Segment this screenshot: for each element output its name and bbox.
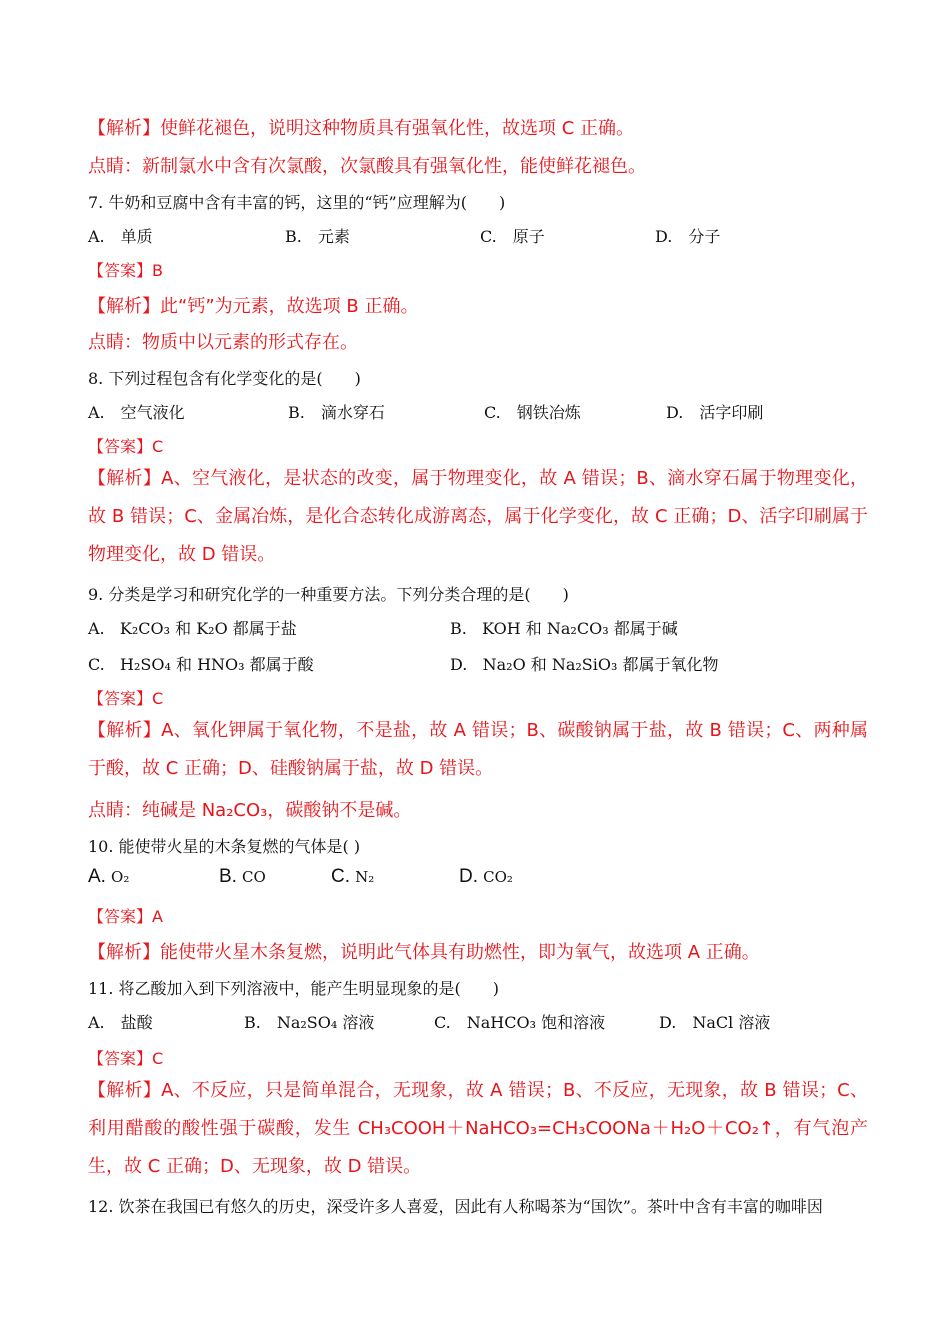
q11-option-a: A. 盐酸 — [88, 1013, 153, 1032]
question-9: 9. 分类是学习和研究化学的一种重要方法。下列分类合理的是( ) — [88, 585, 569, 604]
answer-q10: 【答案】A — [88, 907, 163, 926]
q9-option-d-text: Na₂O 和 Na₂SiO₃ 都属于氧化物 — [482, 655, 719, 674]
question-10: 10. 能使带火星的木条复燃的气体是( ) — [88, 837, 361, 856]
q10-option-d-label: D. — [459, 866, 478, 887]
q10-option-b — [219, 866, 266, 888]
explanation-q11: 【解析】A、不反应，只是简单混合，无现象，故 A 错误；B、不反应，无现象，故 B 错误；C、利用醋酸的酸性强于碳酸，发生 CH₃COOH＋NaHCO₃=CH₃COONa＋H₂O＋CO₂↑，有气泡产生，故 C 正确；D、无现象，故 D 错误。 — [88, 1080, 868, 1177]
q10-option-a — [88, 866, 129, 888]
q9-option-a-text: K₂CO₃ 和 K₂O 都属于盐 — [119, 619, 297, 638]
explanation-q6: 【解析】使鲜花褪色，说明这种物质具有强氧化性，故选项 C 正确。 — [88, 118, 635, 139]
q9-option-c — [88, 652, 314, 675]
q9-option-a — [88, 616, 297, 639]
q8-option-d: D. 活字印刷 — [666, 403, 764, 422]
note-q7: 点睛：物质中以元素的形式存在。 — [88, 332, 358, 353]
q9-option-c-label: C. — [88, 655, 105, 674]
q8-option-b: B. 滴水穿石 — [288, 403, 385, 422]
question-12: 12. 饮茶在我国已有悠久的历史，深受许多人喜爱，因此有人称喝茶为“国饮”。茶叶中含有丰富的咖啡因 — [88, 1197, 823, 1216]
q10-option-b-label: B. — [219, 866, 237, 887]
q9-option-b-label: B. — [450, 619, 467, 638]
question-11: 11. 将乙酸加入到下列溶液中，能产生明显现象的是( ) — [88, 979, 500, 998]
answer-q8: 【答案】C — [88, 437, 164, 456]
q7-option-b: B. 元素 — [285, 227, 350, 246]
q9-option-b — [450, 616, 678, 639]
q11-option-b: B. Na₂SO₄ 溶液 — [244, 1013, 375, 1032]
q10-option-a-text: O₂ — [111, 868, 130, 886]
note-q9: 点睛：纯碱是 Na₂CO₃，碳酸钠不是碱。 — [88, 800, 412, 821]
q9-option-d-label: D. — [450, 655, 468, 674]
q7-option-d: D. 分子 — [655, 227, 721, 246]
q7-option-a: A. 单质 — [88, 227, 153, 246]
q8-option-c: C. 钢铁冶炼 — [484, 403, 581, 422]
q9-option-c-text: H₂SO₄ 和 HNO₃ 都属于酸 — [120, 655, 314, 674]
note-q6: 点睛：新制氯水中含有次氯酸，次氯酸具有强氧化性，能使鲜花褪色。 — [88, 156, 646, 177]
q11-option-d: D. NaCl 溶液 — [659, 1013, 771, 1032]
q10-option-c-text: N₂ — [355, 868, 375, 886]
q9-option-d — [450, 652, 719, 675]
q10-option-d — [459, 866, 513, 888]
q10-option-c-label: C. — [331, 866, 350, 887]
q7-option-c: C. 原子 — [480, 227, 545, 246]
answer-q11: 【答案】C — [88, 1049, 164, 1068]
explanation-q10: 【解析】能使带火星木条复燃，说明此气体具有助燃性，即为氧气，故选项 A 正确。 — [88, 942, 760, 963]
explanation-q9: 【解析】A、氧化钾属于氧化物，不是盐，故 A 错误；B、碳酸钠属于盐，故 B 错误；C、两种属于酸，故 C 正确；D、硅酸钠属于盐，故 D 错误。 — [88, 720, 868, 779]
question-7: 7. 牛奶和豆腐中含有丰富的钙，这里的“钙”应理解为( ) — [88, 193, 506, 212]
q10-option-d-text: CO₂ — [483, 868, 513, 886]
q9-option-b-text: KOH 和 Na₂CO₃ 都属于碱 — [482, 619, 678, 638]
answer-q9: 【答案】C — [88, 689, 164, 708]
q10-option-b-text: CO — [242, 868, 266, 886]
q9-option-a-label: A. — [88, 619, 105, 638]
q11-option-c: C. NaHCO₃ 饱和溶液 — [434, 1013, 606, 1032]
q8-option-a: A. 空气液化 — [88, 403, 185, 422]
question-8: 8. 下列过程包含有化学变化的是( ) — [88, 369, 361, 388]
explanation-q8: 【解析】A、空气液化，是状态的改变，属于物理变化，故 A 错误；B、滴水穿石属于物理变化，故 B 错误；C、金属冶炼，是化合态转化成游离态，属于化学变化，故 C 正确；D、活字印刷属于物理变化，故 D 错误。 — [88, 468, 868, 565]
q10-option-c — [331, 866, 374, 888]
answer-q7: 【答案】B — [88, 261, 163, 280]
q10-option-a-label: A. — [88, 866, 106, 887]
explanation-q7: 【解析】此“钙”为元素，故选项 B 正确。 — [88, 296, 419, 317]
